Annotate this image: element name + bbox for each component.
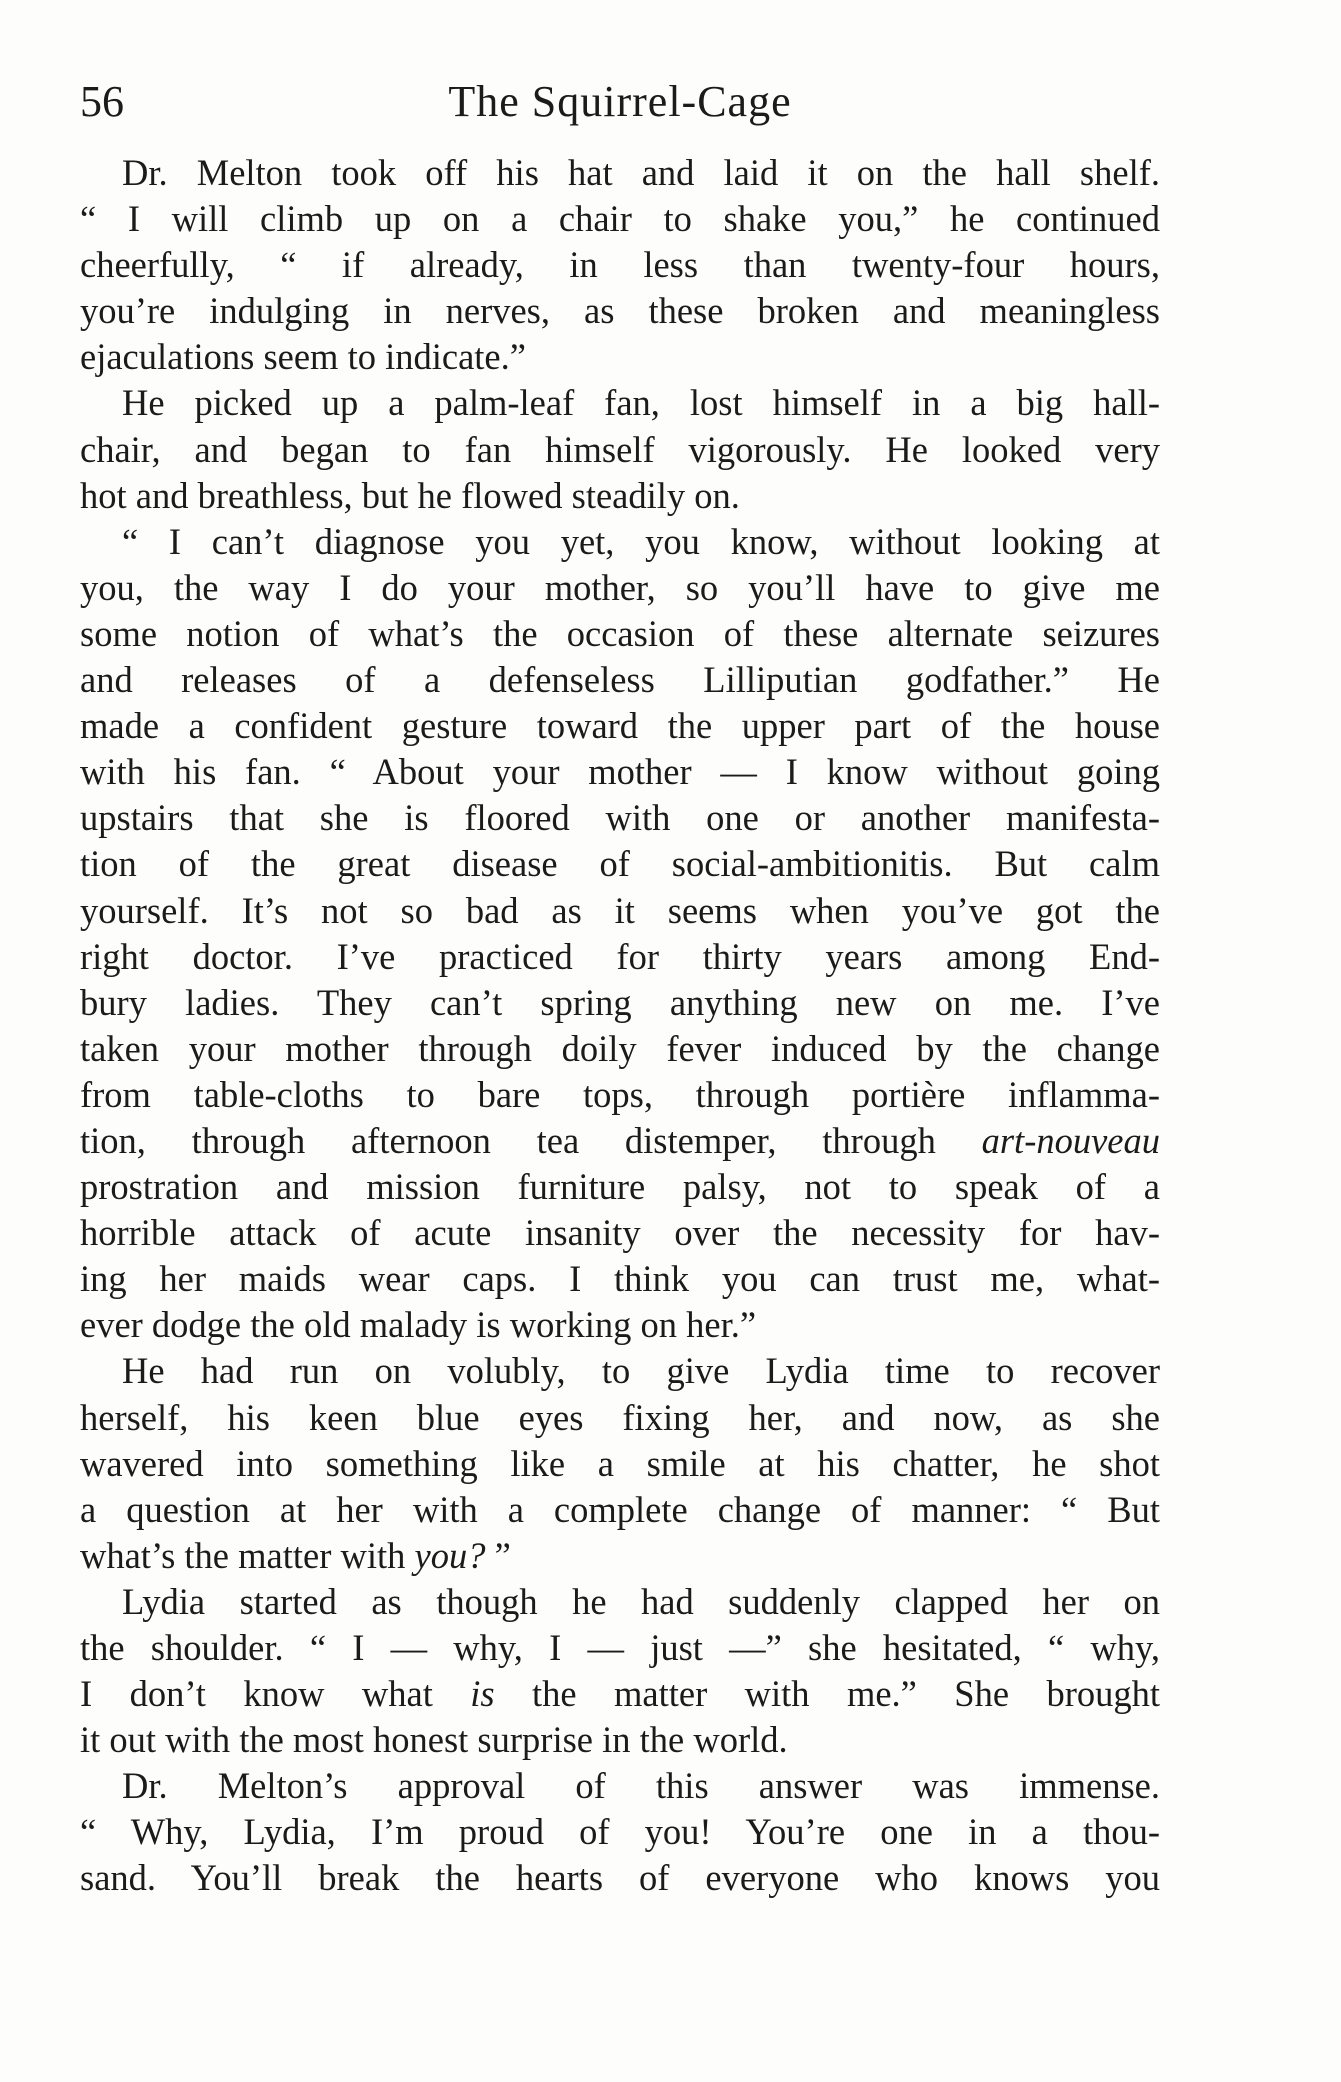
text-line <box>80 657 1160 703</box>
italic-text: is <box>470 1673 495 1715</box>
line-text: from table-cloths to bare tops, through portière inflamma- <box>80 1073 1160 1115</box>
text-line <box>80 1671 1160 1717</box>
line-text: and releases of a defenseless Lilliputian godfather.” He <box>80 659 1160 701</box>
text-line <box>80 427 1160 473</box>
text-line <box>80 1487 1160 1533</box>
line-text: a question at her with a complete change of manner: “ But <box>80 1488 1160 1530</box>
text-line <box>80 703 1160 749</box>
line-text: the shoulder. “ I — why, I — just —” she hesitated, “ why, <box>80 1627 1160 1668</box>
line-text: cheerfully, “ if already, in less than twenty-four hours, <box>80 244 1160 286</box>
line-text: tion of the great disease of social-ambitionitis. But calm <box>80 843 1160 885</box>
page-number: 56 <box>80 77 124 126</box>
text-line <box>80 1026 1160 1072</box>
line-text: ” <box>485 1534 511 1576</box>
text-line <box>80 242 1160 288</box>
running-title: The Squirrel-Cage <box>448 77 792 126</box>
text-line <box>80 841 1160 887</box>
line-text: “ I will climb up on a chair to shake you,” he continued <box>80 198 1160 240</box>
line-text: “ Why, Lydia, I’m proud of you! You’re one in a thou- <box>80 1811 1160 1853</box>
line-text: you’re indulging in nerves, as these broken and meaningless <box>80 290 1160 332</box>
line-text: upstairs that she is floored with one or another manifesta- <box>80 797 1160 839</box>
text-line <box>80 519 1160 565</box>
text-line <box>80 1348 1160 1394</box>
line-text: He had run on volubly, to give Lydia time to recover <box>122 1350 1160 1392</box>
line-text: He picked up a palm-leaf fan, lost himself in a big hall- <box>122 382 1160 424</box>
line-text: tion, through afternoon tea distemper, through <box>80 1119 982 1161</box>
text-line <box>80 150 1160 196</box>
text-line <box>80 888 1160 934</box>
line-text: bury ladies. They can’t spring anything new on me. I’ve <box>80 981 1160 1023</box>
text-line <box>80 1118 1160 1164</box>
text-line <box>80 334 1160 380</box>
text-line <box>80 795 1160 841</box>
line-text: Dr. Melton took off his hat and laid it on the hall shelf. <box>122 152 1160 193</box>
text-line <box>80 611 1160 657</box>
line-text: horrible attack of acute insanity over the necessity for hav- <box>80 1212 1160 1254</box>
text-line <box>80 565 1160 611</box>
line-text: Lydia started as though he had suddenly clapped her on <box>122 1580 1160 1622</box>
page-header <box>80 72 1160 132</box>
line-text: what’s the matter with <box>80 1534 415 1576</box>
text-line <box>80 473 1160 519</box>
line-text: yourself. It’s not so bad as it seems when you’ve got the <box>80 889 1160 931</box>
text-line <box>80 1395 1160 1441</box>
line-text: ever dodge the old malady is working on her.” <box>80 1304 757 1346</box>
line-text: taken your mother through doily fever induced by the change <box>80 1027 1160 1069</box>
line-text: right doctor. I’ve practiced for thirty years among End- <box>80 935 1160 977</box>
line-text: ejaculations seem to indicate.” <box>80 336 526 378</box>
line-text: some notion of what’s the occasion of these alternate seizures <box>80 612 1160 654</box>
text-line <box>80 1763 1160 1809</box>
line-text: sand. You’ll break the hearts of everyone who knows you <box>80 1857 1160 1899</box>
line-text: with his fan. “ About your mother — I know without going <box>80 751 1160 793</box>
body-text <box>80 150 1160 1902</box>
text-line <box>80 1809 1160 1855</box>
line-text: made a confident gesture toward the upper part of the house <box>80 705 1160 747</box>
text-line <box>80 1256 1160 1302</box>
text-line <box>80 749 1160 795</box>
line-text: herself, his keen blue eyes fixing her, and now, as she <box>80 1396 1160 1438</box>
italic-text: you? <box>414 1534 486 1576</box>
line-text: you, the way I do your mother, so you’ll have to give me <box>80 566 1160 608</box>
text-line <box>80 196 1160 242</box>
text-line <box>80 380 1160 426</box>
text-line <box>80 288 1160 334</box>
line-text: chair, and began to fan himself vigorously. He looked very <box>80 428 1160 470</box>
line-text: Dr. Melton’s approval of this answer was immense. <box>122 1765 1160 1807</box>
line-text: wavered into something like a smile at his chatter, he shot <box>80 1442 1160 1484</box>
line-text: hot and breathless, but he flowed steadily on. <box>80 474 740 516</box>
text-line <box>80 1210 1160 1256</box>
text-line <box>80 980 1160 1026</box>
text-line <box>80 1441 1160 1487</box>
text-line <box>80 1717 1160 1763</box>
italic-text: art-nouveau <box>981 1119 1160 1161</box>
line-text: ing her maids wear caps. I think you can trust me, what- <box>80 1258 1160 1300</box>
text-line <box>80 1302 1160 1348</box>
line-text: I don’t know what <box>80 1673 471 1715</box>
line-text: it out with the most honest surprise in the world. <box>80 1719 788 1761</box>
line-text: the matter with me.” She brought <box>494 1673 1160 1715</box>
text-line <box>80 1072 1160 1118</box>
text-line <box>80 1625 1160 1671</box>
text-line <box>80 1855 1160 1901</box>
text-line <box>80 1164 1160 1210</box>
text-line <box>80 1579 1160 1625</box>
text-line <box>80 934 1160 980</box>
line-text: “ I can’t diagnose you yet, you know, without looking at <box>122 520 1160 562</box>
line-text: prostration and mission furniture palsy, not to speak of a <box>80 1166 1160 1208</box>
text-line <box>80 1533 1160 1579</box>
